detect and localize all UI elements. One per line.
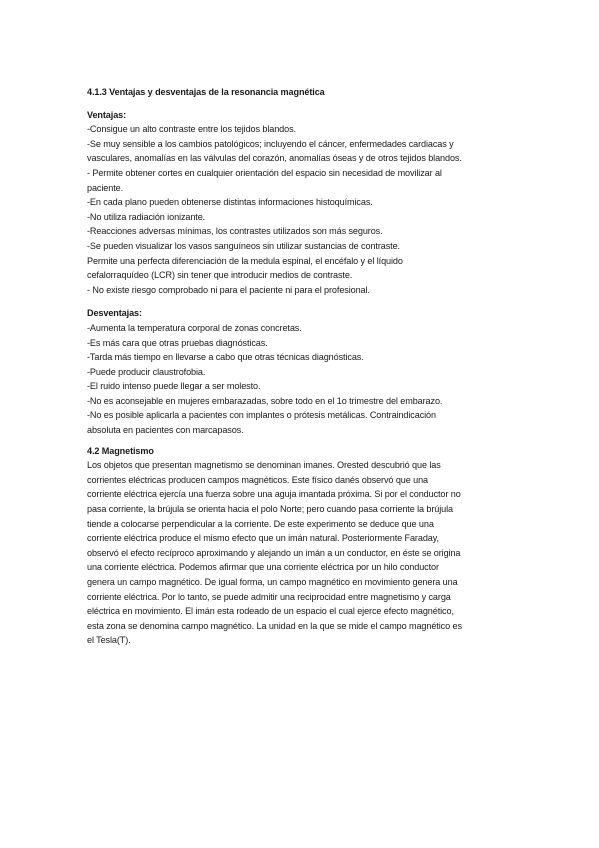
- desventajas-line: -Aumenta la temperatura corporal de zonas concretas.: [87, 322, 302, 333]
- ventajas-section: [87, 108, 527, 298]
- magnetismo-line: corrientes eléctricas producen campos magnéticos. Este físico danés observó que una: [87, 474, 428, 485]
- desventajas-line: -Puede producir claustrofobia.: [87, 366, 206, 377]
- magnetismo-line: observó el efecto recíproco aproximando y alejando un imán a un conductor, en éste se origina: [87, 547, 461, 558]
- ventajas-line: paciente.: [87, 182, 124, 193]
- magnetismo-line: genera un campo magnético. De igual forma, un campo magnético en movimiento genera una: [87, 577, 458, 587]
- magnetismo-line: Los objetos que presentan magnetismo se denominan imanes. Orested descubrió que las: [87, 460, 441, 471]
- desventajas-line: absoluta en pacientes con marcapasos.: [87, 425, 244, 436]
- desventajas-section: [87, 306, 527, 437]
- magnetismo-line: corriente eléctrica. Por lo tanto, se puede admitir una reciprocidad entre magnetismo y carga: [87, 591, 451, 602]
- ventajas-line: -Se pueden visualizar los vasos sanguíneos sin utilizar sustancias de contraste.: [87, 240, 400, 251]
- section-heading-4-2: 4.2 Magnetismo: [87, 445, 154, 456]
- desventajas-line: -El ruido intenso puede llegar a ser molesto.: [87, 381, 261, 392]
- ventajas-line: -Se muy sensible a los cambios patológicos; incluyendo el cáncer, enfermedades cardiacas y: [87, 138, 454, 149]
- magnetismo-line: esta zona se denomina campo magnético. La unidad en la que se mide el campo magnético es: [87, 620, 462, 631]
- section-heading-4-1-3: 4.1.3 Ventajas y desventajas de la resonancia magnética: [87, 87, 325, 97]
- ventajas-line: -Consigue un alto contraste entre los tejidos blandos.: [87, 124, 296, 135]
- desventajas-label: Desventajas:: [87, 308, 142, 319]
- magnetismo-line: corriente eléctrica produce el mismo efecto que un imán natural. Posteriormente Faraday,: [87, 533, 439, 544]
- ventajas-line: cefalorraquídeo (LCR) sin tener que introducir medios de contraste.: [87, 270, 353, 281]
- document-page: [87, 85, 527, 648]
- desventajas-line: -No es aconsejable en mujeres embarazadas, sobre todo en el 1o trimestre del embarazo.: [87, 395, 443, 406]
- magnetismo-section: [87, 444, 527, 648]
- ventajas-line: vasculares, anomalías en las válvulas del corazón, anomalías óseas y de otros tejidos blandos.: [87, 153, 462, 164]
- ventajas-label: Ventajas:: [87, 109, 127, 120]
- ventajas-line: -En cada plano pueden obtenerse distintas informaciones histoquímicas.: [87, 197, 373, 208]
- magnetismo-line: tiende a colocarse perpendicular a la corriente. De este experimento se deduce que una: [87, 518, 434, 529]
- ventajas-line: - No existe riesgo comprobado ni para el paciente ni para el profesional.: [87, 284, 370, 295]
- ventajas-line: - Permite obtener cortes en cualquier orientación del espacio sin necesidad de movilizar al: [87, 167, 442, 178]
- magnetismo-line: corriente eléctrica ejercía una fuerza sobre una aguja imantada próxima. Si por el conductor no: [87, 489, 461, 500]
- desventajas-line: -Tarda más tiempo en llevarse a cabo que otras técnicas diagnósticas.: [87, 352, 364, 363]
- ventajas-line: Permite una perfecta diferenciación de la medula espinal, el encéfalo y el líquido: [87, 255, 403, 266]
- magnetismo-line: una corriente eléctrica. Podemos afirmar que una corriente eléctrica por un hilo conductor: [87, 562, 439, 573]
- ventajas-line: -Reacciones adversas mínimas, los contrastes utilizados son más seguros.: [87, 226, 383, 237]
- magnetismo-line: el Tesla(T).: [87, 635, 131, 646]
- magnetismo-line: eléctrica en movimiento. El imán esta rodeado de un espacio el cual ejerce efecto magnético,: [87, 606, 454, 617]
- desventajas-line: -No es posible aplicarla a pacientes con implantes o prótesis metálicas. Contraindicación: [87, 410, 436, 421]
- ventajas-line: -No utiliza radiación ionizante.: [87, 211, 206, 222]
- magnetismo-line: pasa corriente, la brújula se orienta hacia el polo Norte; pero cuando pasa corriente la brújula: [87, 504, 453, 515]
- desventajas-line: -Es más cara que otras pruebas diagnósticas.: [87, 337, 268, 348]
